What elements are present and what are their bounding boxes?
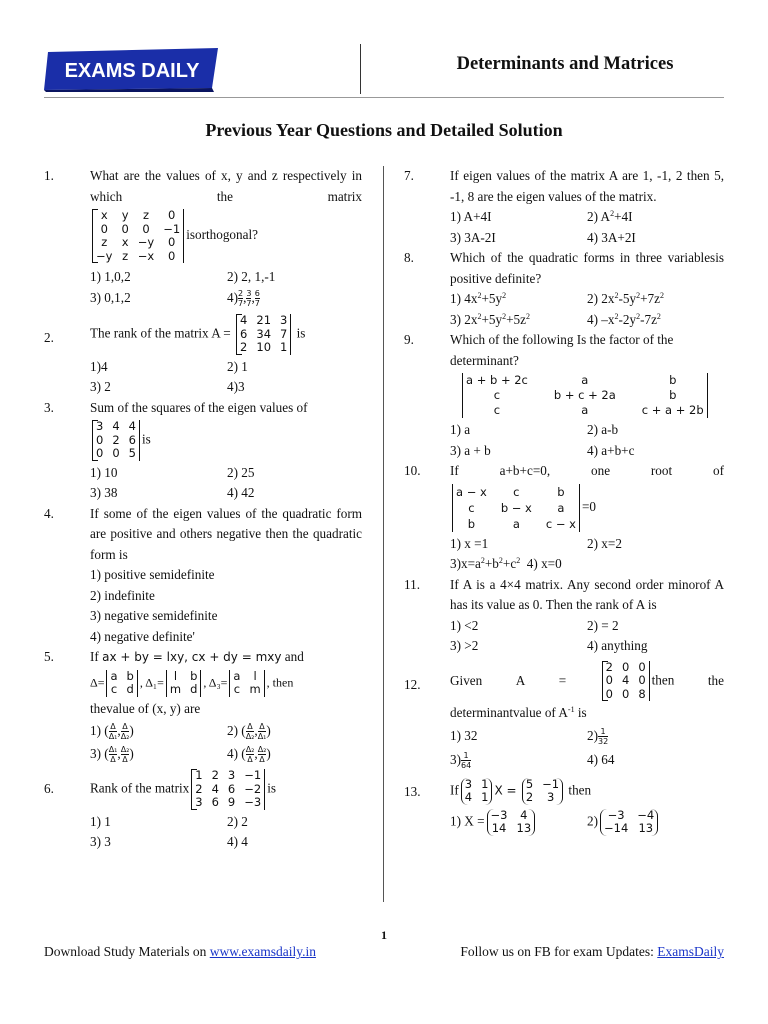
matrix-cell: 4 (128, 419, 136, 433)
matrix (236, 314, 291, 355)
matrix-cell: 0 (168, 235, 176, 249)
question-text: isorthogonal? (186, 227, 258, 243)
matrix-cell: 4 (464, 790, 473, 804)
matrix-cell: c (233, 682, 241, 696)
question-text: Which of the quadratic forms in three variablesis positive definite? (450, 250, 724, 286)
option: 3) 38 (90, 485, 118, 500)
matrix-cell: −1 (244, 768, 262, 782)
matrix-cell: 0 (638, 659, 646, 674)
right-column (404, 166, 724, 838)
option: 2) 25 (227, 464, 255, 480)
matrix-cell: 8 (638, 686, 646, 701)
matrix-cell: b − x (500, 500, 532, 515)
option: 1) 1,0,2 (90, 269, 131, 284)
matrix-cell: −4 (637, 807, 655, 822)
option: 3) 3 (90, 834, 111, 849)
option: 4) 42 (227, 485, 255, 500)
matrix-cell: z (122, 248, 129, 263)
option: 1) 10 (90, 464, 118, 480)
option: 1) X = −3 4 14 13 (450, 807, 587, 838)
determinant (166, 670, 202, 697)
question-number: 4. (44, 505, 54, 521)
matrix-cell: 6 (128, 432, 136, 447)
matrix-cell: 4 (112, 419, 120, 433)
question-number: 2. (44, 330, 54, 345)
matrix-cell: 0 (605, 673, 613, 687)
question-number: 12. (404, 676, 421, 692)
matrix-cell: 6 (227, 781, 236, 796)
matrix-cell: 0 (142, 221, 150, 236)
matrix-cell: l (253, 668, 257, 683)
matrix-cell: 13 (638, 821, 654, 835)
matrix-cell: d (190, 682, 198, 696)
matrix-cell: 3 (546, 790, 555, 804)
question-number: 9. (404, 332, 414, 347)
matrix-cell: 5 (128, 446, 136, 460)
footer-right: Follow us on FB for exam Updates: ExamsDaily (460, 944, 724, 959)
matrix-cell: 1 (195, 768, 203, 782)
option: 2) 2, 1,-1 (227, 269, 276, 284)
question-number: 6. (44, 781, 54, 796)
question-5: 5. If ax + by = lxy, cx + dy = mxy and Δ= a b c d , Δ₁= l b m d , Δ₃= a l c m , then thevalue of (x, y) are 1) ( $\frac{\Delta}{\text{Δ₁}}$ , $\frac{\Delta}{\text{Δ₂}}$ ) 2) ( $\frac{\Delta}{\text{Δ₂}}$ , $\frac{\Delta}{\text{Δ₁}}$ ) 3) ( $\frac{\text{Δ₁}}{\Delta}$ , $\frac{\text{Δ₂}}{\Delta}$ ) 4) ( $\frac{\text{Δ₂}}{\Delta}$ , $\frac{\text{Δ₂}}{\Delta}$ ) (44, 647, 362, 765)
website-link[interactable]: www.examsdaily.in (209, 944, 316, 959)
matrix-cell: 10 (256, 340, 272, 354)
matrix-cell: c (493, 403, 501, 417)
matrix-cell: 0 (121, 221, 129, 236)
option: 4) ( $\frac{\text{Δ₂}}{\Delta}$ , $\frac{\text{Δ₂}}{\Delta}$ ) (227, 745, 271, 765)
option: 2) $A^2+4I$ (587, 209, 633, 224)
question-9 (404, 330, 724, 461)
matrix-cell: −y (137, 235, 155, 249)
matrix-cell: 4 (621, 673, 630, 687)
option: 4) $-x^2-2y^2-7z^2$ (587, 311, 661, 327)
question-number: 11. (404, 576, 420, 592)
determinant (229, 670, 264, 697)
question-text: Rank of the matrix (90, 780, 190, 796)
option: 1)4 (90, 358, 108, 374)
matrix-cell: 0 (621, 686, 630, 701)
question-text: If A is a 4×4 matrix. Any second order minorof A has its value as 0. Then the rank of A is (450, 576, 724, 612)
matrix-cell: −3 (607, 807, 625, 822)
matrix-cell: a (110, 668, 118, 683)
exams-daily-logo (44, 46, 220, 92)
matrix-cell: a − x (456, 484, 487, 499)
matrix-cell: 6 (240, 326, 248, 341)
matrix-cell: 3 (96, 419, 104, 433)
option: 2) = 2 (587, 617, 619, 633)
matrix-cell: 2 (605, 659, 613, 674)
matrix-cell: a (581, 403, 589, 417)
question-1 (44, 166, 362, 308)
matrix-cell: 3 (227, 768, 236, 782)
question-text: If some of the eigen values of the quadratic form are positive and others negative then the quadratic form is (90, 505, 362, 562)
matrix-cell: c (468, 500, 475, 515)
option: 2) $2x^2-5y^2+7z^2$ (587, 291, 664, 306)
header-title: Determinants and Matrices (456, 54, 674, 74)
question-3 (44, 398, 362, 504)
matrix (461, 778, 493, 805)
matrix-cell: a (512, 516, 520, 531)
question-number: 1. (44, 168, 54, 183)
option: 2) indefinite (90, 587, 155, 603)
question-2 (44, 312, 362, 398)
matrix-cell: −3 (244, 795, 262, 809)
matrix-cell: a (233, 668, 241, 683)
footer-left: Download Study Materials on www.examsdaily.in (44, 944, 316, 959)
question-number: 8. (404, 250, 414, 265)
matrix-cell: l (173, 668, 178, 683)
matrix-cell: d (126, 682, 134, 696)
question-12: 12. Given A = 2 0 0 0 4 0 0 0 8 then the determinantvalue of $A^{-1}$ is 1) 32 2) $\frac{1}{32}$ 3) $\frac{1}{64}$ 4) 64 (404, 659, 724, 770)
matrix-cell: b (467, 516, 476, 531)
matrix-cell: b + c + 2a (553, 388, 616, 402)
question-number: 7. (404, 168, 414, 183)
matrix-cell: x (121, 235, 129, 249)
option: 4) 64 (587, 751, 615, 767)
option: 3) $2x^2+5y^2+5z^2$ (450, 311, 530, 327)
option: $3)x=a^2+b^2+c^2$ 4) x=0 (450, 556, 562, 571)
header-divider (360, 44, 361, 94)
option: 1) A+4I (450, 209, 492, 224)
matrix-cell: 6 (211, 795, 219, 809)
option: 2) 2 (227, 813, 248, 829)
option: 2) ( $\frac{\Delta}{\text{Δ₂}}$ , $\frac{\Delta}{\text{Δ₁}}$ ) (227, 722, 271, 742)
matrix (191, 769, 265, 810)
question-6 (44, 767, 362, 853)
determinant (106, 670, 137, 697)
option: 4) 3A+2I (587, 229, 636, 245)
matrix (92, 420, 140, 461)
logo-text: EXAMS DAILY (64, 60, 200, 82)
matrix-cell: −3 (490, 807, 508, 822)
matrix-cell: a (581, 373, 589, 387)
matrix-cell: 0 (96, 432, 104, 447)
matrix-cell: 0 (621, 659, 630, 674)
matrix-cell: 0 (168, 248, 176, 263)
matrix-cell: 0 (112, 446, 120, 460)
matrix-cell: 7 (280, 326, 288, 341)
matrix-cell: 2 (240, 340, 248, 354)
question-number: 5. (44, 649, 54, 664)
option: 4)3 (227, 379, 245, 394)
question-text: thevalue of (x, y) are (90, 700, 201, 716)
option: 4) negative definite' (90, 628, 195, 644)
question-13: 13. If 3 1 4 1 X = 5 −1 2 3 then 1) X = −3 4 14 13 2) −3 −4 −14 13 (404, 776, 724, 838)
option: 2) a-b (587, 422, 619, 437)
option: 1) x =1 (450, 535, 489, 551)
matrix-cell: z (101, 235, 108, 249)
matrix-cell: b (190, 668, 198, 683)
question-text: is (267, 780, 276, 796)
option: 4) anything (587, 638, 648, 653)
facebook-link[interactable]: ExamsDaily (657, 944, 724, 959)
matrix-cell: 14 (491, 821, 507, 835)
option: 1) a (450, 422, 471, 437)
matrix-cell: z (142, 208, 150, 222)
question-11 (404, 575, 724, 657)
column-divider (383, 166, 384, 902)
matrix-cell: c (513, 484, 520, 499)
option: 1) positive semidefinite (90, 567, 215, 582)
option: 4) 4 (227, 834, 248, 849)
matrix-cell: 3 (280, 313, 288, 327)
matrix-cell: c − x (545, 516, 576, 531)
matrix-cell: 34 (256, 326, 272, 341)
question-4 (44, 504, 362, 648)
matrix-cell: 4 (240, 313, 248, 327)
matrix-cell: 5 (525, 776, 534, 791)
matrix-cell: −1 (542, 776, 560, 791)
matrix-cell: 9 (227, 795, 236, 809)
matrix-cell: 3 (195, 795, 203, 809)
option: 2) −3 −4 −14 13 (587, 807, 724, 838)
question-text: Sum of the squares of the eigen values of (90, 399, 308, 415)
question-number: 10. (404, 463, 421, 478)
matrix-cell: −2 (244, 781, 262, 796)
matrix (602, 661, 650, 702)
matrix-cell: m (249, 682, 261, 696)
determinant (462, 373, 708, 418)
matrix-cell: a (557, 500, 565, 515)
matrix-cell: −y (96, 248, 113, 263)
option: 3) >2 (450, 638, 479, 653)
option: 3) 3A-2I (450, 229, 496, 245)
matrix-cell: 0 (96, 446, 104, 460)
matrix-cell: 3 (464, 776, 473, 791)
matrix-cell: b (669, 388, 677, 402)
option: 1) 32 (450, 727, 478, 743)
option: 1) 1 (90, 813, 111, 829)
question-text: What are the values of x, y and z respectively in which the matrix (90, 168, 362, 204)
option: 3) $\frac{1}{64}$ (450, 750, 472, 770)
matrix-cell: 0 (100, 221, 108, 236)
option: 3) negative semidefinite (90, 608, 218, 623)
option: 2) 1 (227, 358, 248, 374)
matrix-cell: 4 (520, 807, 528, 822)
matrix-cell: b (126, 668, 134, 683)
matrix-cell: −14 (604, 821, 629, 835)
question-text: The rank of the matrix A = (90, 325, 231, 341)
matrix-cell: c (110, 682, 118, 696)
option: 3) 2 (90, 379, 111, 394)
question-text: If a+b+c=0, one root of (450, 463, 724, 478)
page-header (0, 0, 768, 108)
matrix-cell: 0 (605, 686, 613, 701)
option: 1) ( $\frac{\Delta}{\text{Δ₁}}$ , $\frac{\Delta}{\text{Δ₂}}$ ) (90, 722, 134, 742)
option: 3) a + b (450, 442, 491, 458)
question-text: =0 (581, 498, 596, 514)
option: 2) $\frac{1}{32}$ (587, 726, 609, 746)
matrix-cell: b (557, 484, 565, 499)
matrix-cell: c (493, 388, 501, 402)
matrix-cell: 2 (112, 432, 120, 447)
matrix (92, 209, 184, 263)
question-8 (404, 248, 724, 330)
matrix-cell: 1 (481, 790, 489, 804)
option: 4) a+b+c (587, 442, 635, 458)
document-title: Previous Year Questions and Detailed Solution (205, 120, 563, 140)
matrix-cell: x (100, 208, 108, 222)
matrix-cell: 4 (211, 781, 219, 796)
matrix-cell: 2 (211, 768, 219, 782)
option: 1) $4x^2+5y^2$ (450, 291, 507, 306)
option: 1) <2 (450, 617, 479, 633)
matrix (522, 778, 563, 805)
matrix (600, 809, 658, 836)
question-10 (404, 461, 724, 575)
matrix-cell: b (669, 373, 677, 387)
matrix-cell: 2 (195, 781, 203, 796)
matrix-cell: y (121, 208, 129, 222)
left-column (44, 166, 362, 853)
question-text: is (141, 431, 151, 447)
matrix-cell: −1 (163, 221, 181, 236)
question-7 (404, 166, 724, 248)
page-number: 1 (381, 928, 387, 942)
matrix-cell: 1 (481, 776, 489, 791)
matrix-cell: 2 (525, 790, 534, 804)
question-text: determinantvalue of $A^{-1}$ is (450, 705, 587, 720)
determinant (452, 484, 580, 532)
header-rule (44, 97, 724, 98)
matrix-cell: 21 (256, 313, 272, 327)
option: 3) ( $\frac{\text{Δ₁}}{\Delta}$ , $\frac{\text{Δ₂}}{\Delta}$ ) (90, 745, 134, 765)
question-text: If eigen values of the matrix A are 1, -1, 2 then 5, -1, 8 are the eigen values of the matrix. (450, 168, 724, 204)
matrix (487, 809, 536, 836)
matrix-cell: 0 (638, 673, 646, 687)
matrix-cell: 0 (168, 208, 176, 222)
question-text: is (296, 325, 306, 341)
option: 3) 0,1,2 (90, 289, 131, 305)
matrix-cell: 13 (516, 821, 532, 835)
question-number: 13. (404, 783, 421, 799)
question-number: 3. (44, 399, 54, 415)
question-text: Which of the following Is the factor of the determinant? (450, 332, 674, 368)
option: 4) $\frac{2}{7}$ , $\frac{3}{7}$ , $\frac{6}{7}$ (227, 288, 260, 308)
matrix-cell: m (169, 682, 182, 696)
matrix-cell: a + b + 2c (466, 373, 528, 387)
matrix-cell: 1 (280, 340, 288, 354)
matrix-cell: c + a + 2b (641, 403, 704, 417)
equation: ax + by = lxy, cx + dy = mxy (102, 650, 282, 664)
matrix-cell: −x (137, 248, 155, 263)
option: 2) x=2 (587, 535, 622, 551)
